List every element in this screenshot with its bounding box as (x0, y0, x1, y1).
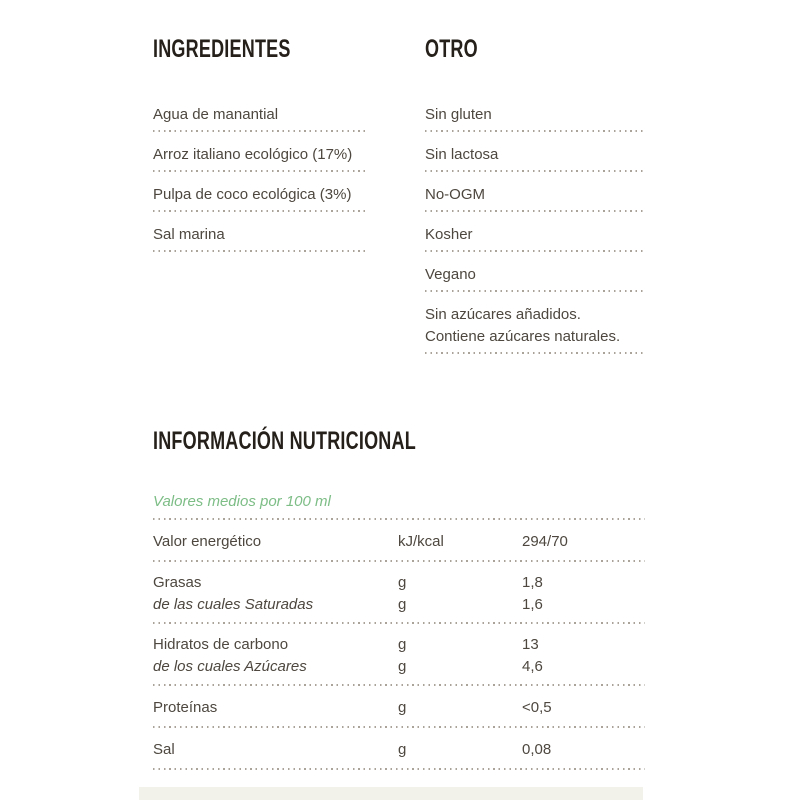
nutrient-value: 294/70 (522, 533, 568, 550)
table-line (153, 572, 645, 594)
table-line (153, 532, 645, 552)
ingredient-label: Arroz italiano ecológico (17%) (153, 146, 353, 163)
dotted-divider (153, 768, 645, 770)
list-item (425, 184, 643, 212)
other-section (425, 36, 643, 366)
dotted-divider (425, 290, 643, 292)
table-line (153, 698, 645, 718)
dotted-divider (425, 250, 643, 252)
nutrient-label: Valor energético (153, 533, 262, 550)
nutrient-value: 4,6 (522, 658, 543, 675)
nutrient-label: Proteínas (153, 699, 218, 716)
nutrition-table (153, 518, 645, 770)
dotted-divider (153, 250, 367, 252)
table-subline (153, 656, 645, 678)
list-item (425, 224, 643, 252)
list-item (425, 264, 643, 292)
nutrition-subtitle: Valores medios por 100 ml (153, 493, 331, 510)
dotted-divider (425, 130, 643, 132)
attribute-label: Vegano (425, 266, 476, 283)
list-item (153, 104, 367, 132)
attribute-label: No-OGM (425, 186, 485, 203)
nutrient-unit: g (398, 596, 407, 613)
nutrient-value: 13 (522, 636, 539, 653)
list-item (153, 224, 367, 252)
nutrient-unit: g (398, 574, 407, 591)
next-section-band (139, 787, 643, 800)
nutrient-unit: g (398, 699, 407, 716)
dotted-divider (425, 210, 643, 212)
nutrient-unit: g (398, 636, 407, 653)
nutrient-sublabel: de las cuales Saturadas (153, 596, 314, 613)
dotted-divider (425, 352, 643, 354)
ingredient-label: Pulpa de coco ecológica (3%) (153, 186, 352, 203)
table-row (153, 624, 645, 684)
ingredients-list (153, 104, 367, 252)
dotted-divider (153, 130, 367, 132)
ingredients-section (153, 36, 367, 264)
nutrient-value: 0,08 (522, 741, 552, 758)
dotted-divider (153, 210, 367, 212)
nutrient-unit: g (398, 658, 407, 675)
nutrient-value: <0,5 (522, 699, 552, 716)
attribute-label: Kosher (425, 226, 473, 243)
list-item (153, 184, 367, 212)
attribute-label: Sin azúcares añadidos. Contiene azúcares naturales. (425, 306, 621, 345)
table-line (153, 634, 645, 656)
dotted-divider (153, 170, 367, 172)
list-item (153, 144, 367, 172)
nutrient-value: 1,8 (522, 574, 543, 591)
table-row (153, 686, 645, 726)
dotted-divider (425, 170, 643, 172)
list-item (425, 104, 643, 132)
table-row (153, 520, 645, 560)
list-item (425, 144, 643, 172)
nutrient-unit: kJ/kcal (398, 533, 444, 550)
nutrient-label: Sal (153, 741, 175, 758)
table-row (153, 728, 645, 768)
table-line (153, 740, 645, 760)
attribute-label: Sin gluten (425, 106, 492, 123)
nutrient-label: Hidratos de carbono (153, 636, 289, 653)
nutrient-sublabel: de los cuales Azúcares (153, 658, 307, 675)
attribute-label: Sin lactosa (425, 146, 499, 163)
nutrition-section (153, 428, 645, 770)
other-list (425, 104, 643, 354)
nutrient-value: 1,6 (522, 596, 543, 613)
ingredient-label: Sal marina (153, 226, 225, 243)
nutrition-title: INFORMACIÓN NUTRICIONAL (153, 427, 416, 455)
table-row (153, 562, 645, 622)
other-title: OTRO (425, 35, 478, 63)
list-item (425, 304, 643, 354)
table-subline (153, 594, 645, 616)
nutrient-label: Grasas (153, 574, 202, 591)
ingredients-title: INGREDIENTES (153, 35, 291, 63)
ingredient-label: Agua de manantial (153, 106, 279, 123)
nutrient-unit: g (398, 741, 407, 758)
